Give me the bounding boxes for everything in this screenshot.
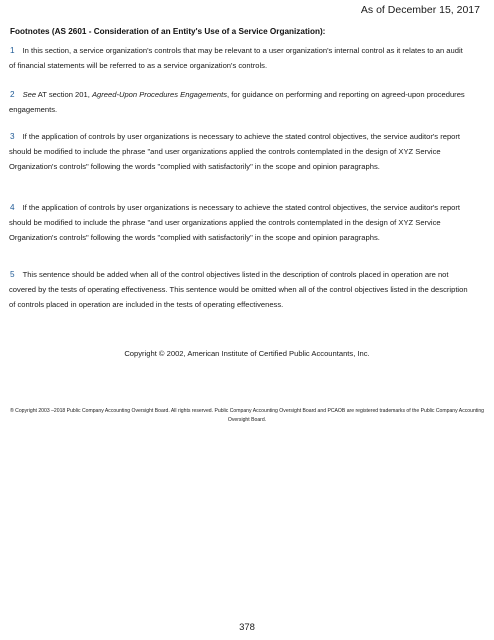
pcaob-copyright: ® Copyright 2003 –2018 Public Company Accounting Oversight Board. All rights reserved. Public Company Accounting Oversight Board and PCAOB are registered trademarks of the Public Company Accounting Oversight Board. — [9, 408, 485, 423]
footnote-3 — [9, 129, 471, 174]
footnote-4 — [9, 200, 471, 245]
referenced-title: Agreed-Upon Procedures Engagements — [91, 90, 228, 99]
see-text: See — [22, 90, 37, 99]
footnote-text: In this section, a service organization's controls that may be relevant to a user organization's internal control as it relates to an audit of financial statements will be referred to as a service organization's controls. — [9, 46, 463, 70]
footnote-number[interactable]: 5 — [10, 270, 15, 279]
aicpa-copyright: Copyright © 2002, American Institute of Certified Public Accountants, Inc. — [124, 349, 370, 358]
footnote-1 — [9, 43, 471, 73]
footnote-number[interactable]: 4 — [10, 203, 15, 212]
document-date: As of December 15, 2017 — [360, 4, 480, 16]
footnote-text: If the application of controls by user organizations is necessary to achieve the stated control objectives, the service auditor's report should be modified to include the phrase "and user organizations applied the controls contemplated in the design of XYZ Service Organization's controls" following the words "complied with satisfactorily" in the scope and opinion paragraphs. — [9, 132, 461, 171]
footnote-number[interactable]: 3 — [10, 132, 15, 141]
footnotes-heading: Footnotes (AS 2601 - Consideration of an Entity's Use of a Service Organization): — [10, 27, 326, 36]
footnote-number[interactable]: 1 — [10, 46, 15, 55]
footnote-5 — [9, 267, 471, 312]
page-number: 378 — [239, 622, 255, 633]
footnote-text: If the application of controls by user organizations is necessary to achieve the stated control objectives, the service auditor's report should be modified to include the phrase "and user organizations applied the controls contemplated in the design of XYZ Service Organization's controls" following the words "complied with satisfactorily" in the scope and opinion paragraphs. — [9, 203, 461, 242]
footnote-text-pre: AT section 201, — [36, 90, 92, 99]
footnote-number[interactable]: 2 — [10, 90, 15, 99]
footnote-text: This sentence should be added when all of the control objectives listed in the description of controls placed in operation are not covered by the tests of operating effectiveness. This sentence would be omitted when all of the control objectives listed in the description of controls placed in operation are included in the tests of operating effectiveness. — [9, 270, 468, 309]
footnote-2 — [9, 87, 471, 117]
footnote-text-post: , for guidance on performing and reporting on agreed-upon procedures engagements. — [9, 90, 465, 114]
